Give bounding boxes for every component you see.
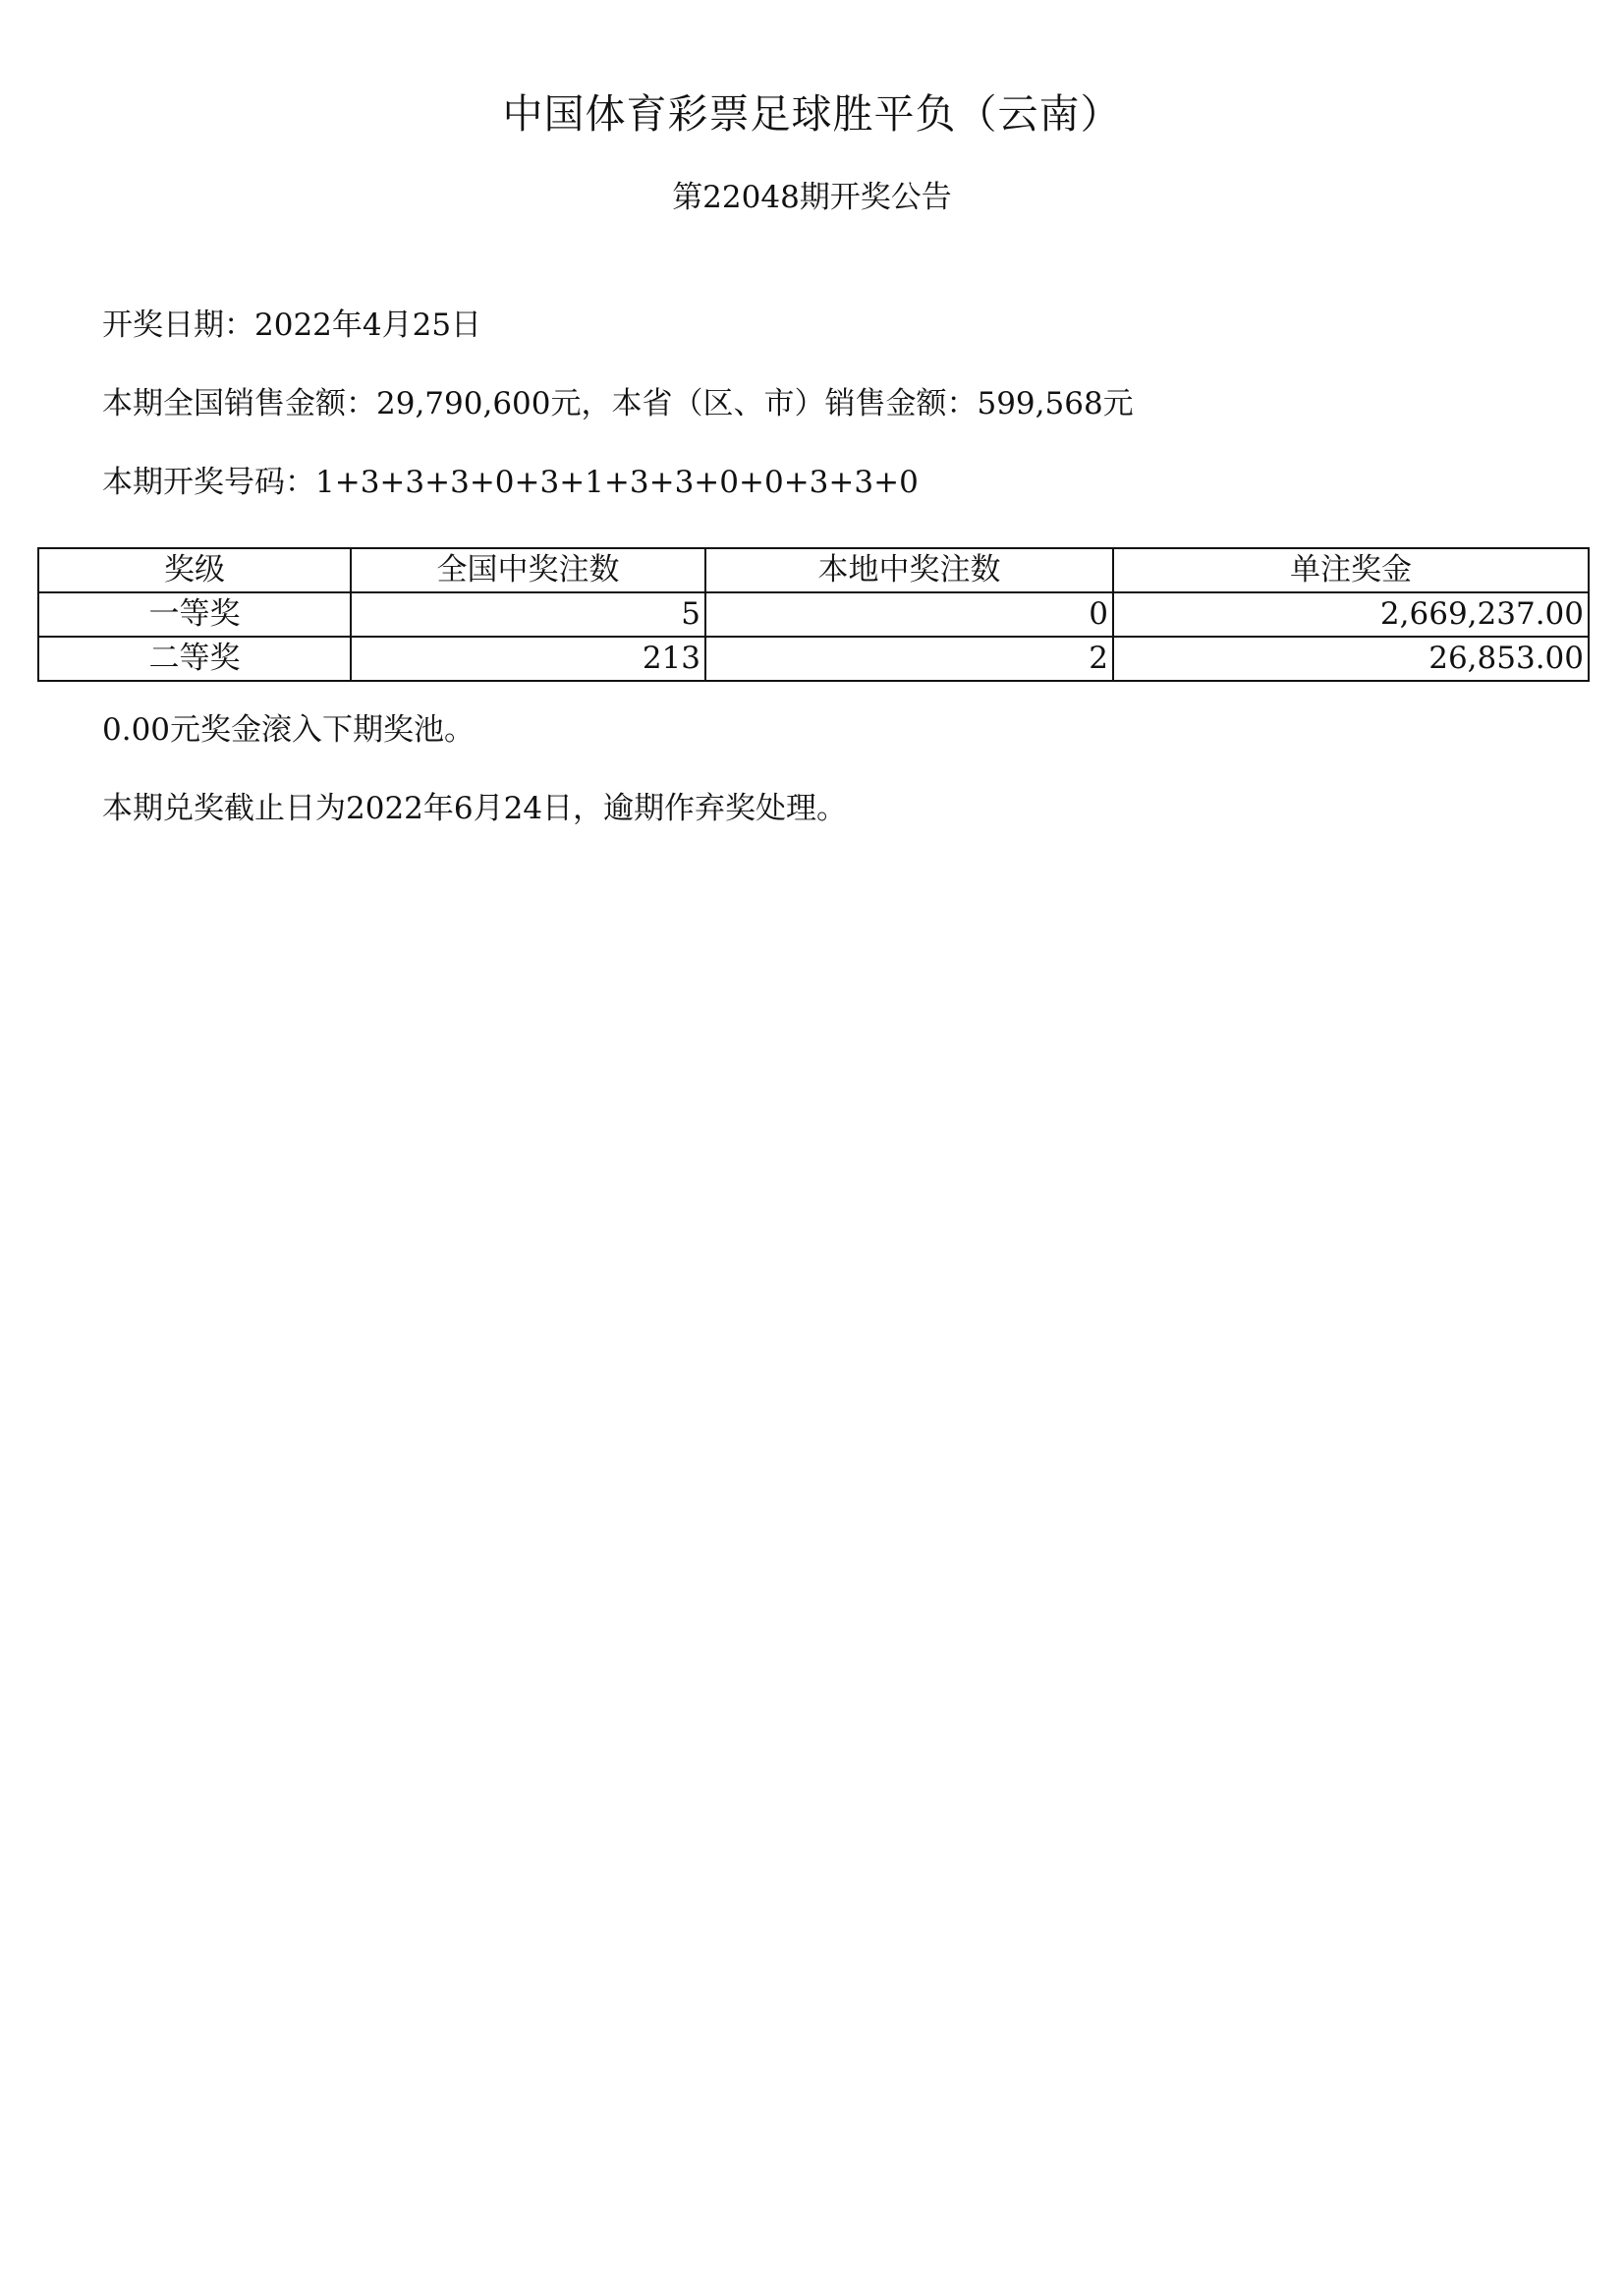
table-row bbox=[38, 592, 1589, 637]
cell-national-winners: 5 bbox=[351, 592, 705, 637]
column-header-national-winners: 全国中奖注数 bbox=[351, 548, 705, 592]
cell-national-winners: 213 bbox=[351, 637, 705, 681]
draw-issue-subtitle: 第22048期开奖公告 bbox=[672, 180, 952, 215]
column-header-local-winners: 本地中奖注数 bbox=[705, 548, 1113, 592]
rollover-note: 0.00元奖金滚入下期奖池。 bbox=[102, 712, 476, 748]
column-header-level: 奖级 bbox=[38, 548, 351, 592]
prize-table bbox=[37, 547, 1590, 682]
cell-local-winners: 0 bbox=[705, 592, 1113, 637]
claim-deadline-note: 本期兑奖截止日为2022年6月24日，逾期作弃奖处理。 bbox=[102, 791, 848, 826]
column-header-prize-per-bet: 单注奖金 bbox=[1113, 548, 1589, 592]
cell-local-winners: 2 bbox=[705, 637, 1113, 681]
draw-date: 开奖日期：2022年4月25日 bbox=[102, 308, 482, 343]
cell-prize-per-bet: 26,853.00 bbox=[1113, 637, 1589, 681]
table-header-row bbox=[38, 548, 1589, 592]
cell-level: 二等奖 bbox=[38, 637, 351, 681]
table-row bbox=[38, 637, 1589, 681]
cell-prize-per-bet: 2,669,237.00 bbox=[1113, 592, 1589, 637]
winning-numbers: 本期开奖号码：1+3+3+3+0+3+1+3+3+0+0+3+3+0 bbox=[102, 465, 919, 500]
sales-amount: 本期全国销售金额：29,790,600元，本省（区、市）销售金额：599,568元 bbox=[102, 386, 1134, 421]
cell-level: 一等奖 bbox=[38, 592, 351, 637]
page-title: 中国体育彩票足球胜平负（云南） bbox=[502, 90, 1122, 138]
